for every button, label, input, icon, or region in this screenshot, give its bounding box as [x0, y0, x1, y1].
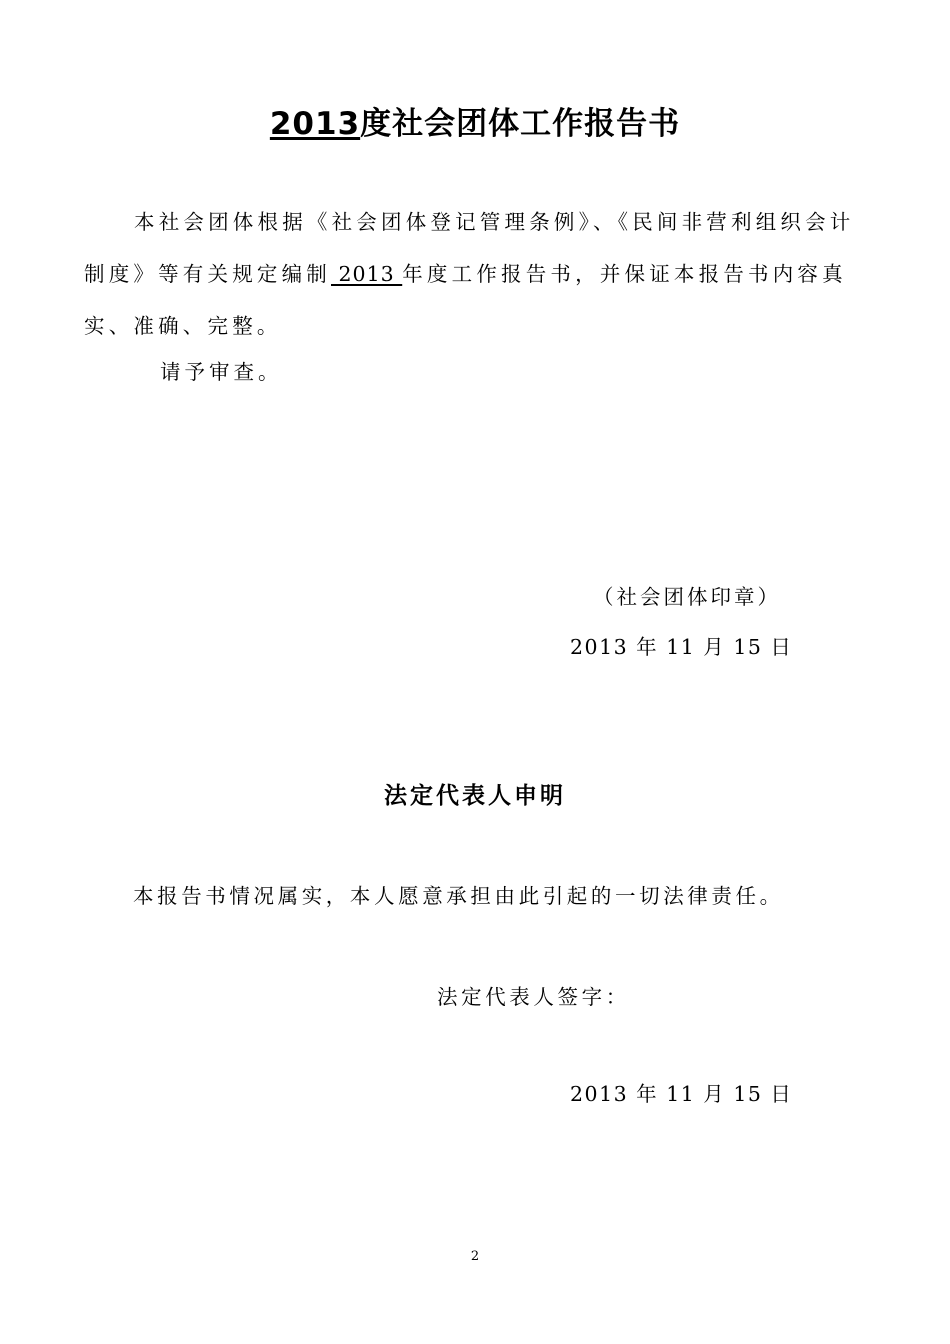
statement-line-3: 实、准确、完整。: [84, 314, 282, 338]
statement-line-2-pre: 制度》等有关规定编制: [84, 262, 331, 286]
statement-line-2-post: 年度工作报告书，并保证本报告书内容真: [402, 262, 847, 286]
statement-line-1: 本社会团体根据《社会团体登记管理条例》、《民间非营利组织会计: [134, 210, 855, 234]
legal-rep-declaration: 本报告书情况属实，本人愿意承担由此引起的一切法律责任。: [133, 884, 784, 908]
statement-line-2: [84, 257, 866, 287]
signature-date: 2013 年 11 月 15 日: [570, 1082, 793, 1106]
signature-label: 法定代表人签字：: [437, 985, 630, 1009]
review-request: 请予审查。: [160, 360, 283, 384]
document-title: [0, 98, 950, 143]
seal-date: 2013 年 11 月 15 日: [570, 635, 793, 659]
report-year-blank: 2013: [331, 262, 403, 286]
seal-label: （社会团体印章）: [593, 585, 781, 609]
title-year: 2013: [269, 106, 361, 142]
page-number: 2: [470, 1249, 480, 1264]
title-text: 度社会团体工作报告书: [360, 106, 681, 142]
legal-rep-heading: 法定代表人申明: [384, 783, 566, 809]
